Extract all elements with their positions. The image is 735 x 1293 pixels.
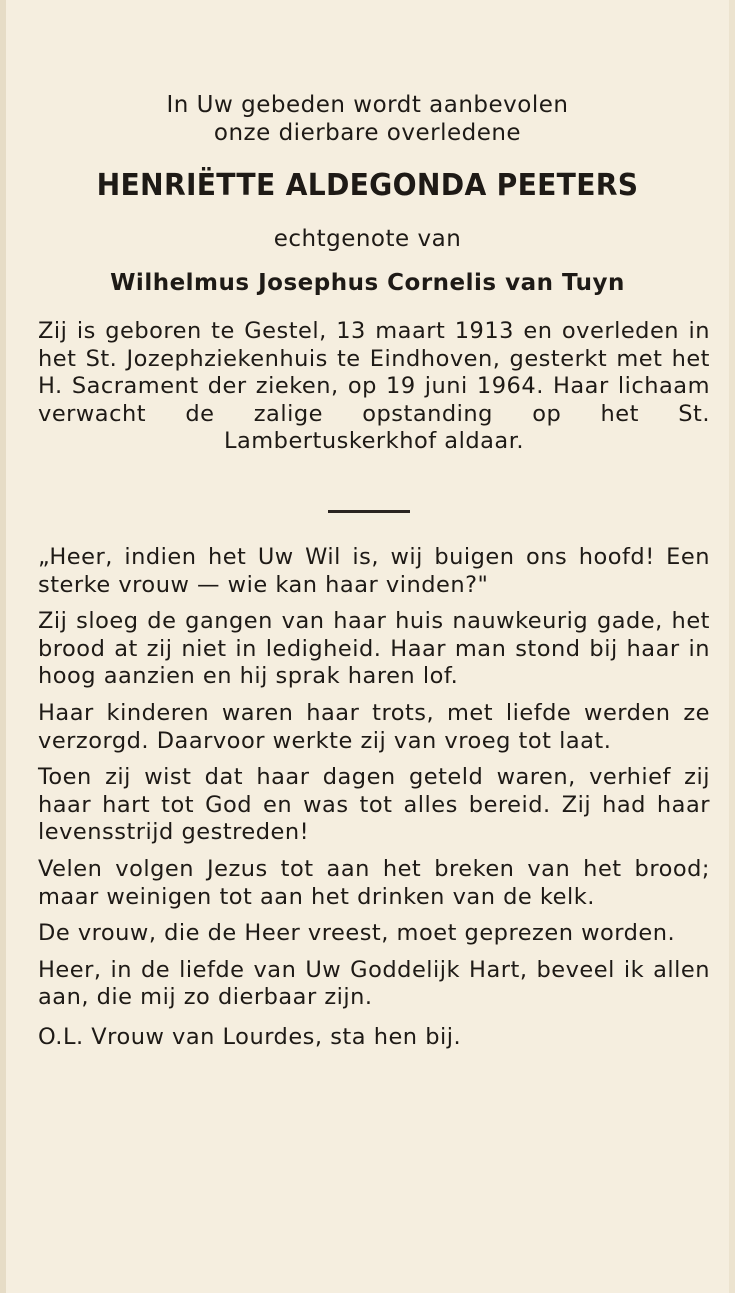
verse-7: Heer, in de liefde van Uw Goddelijk Hart, beveel ik allen aan, die mij zo dierbaar zijn. — [38, 956, 710, 1011]
verses — [38, 544, 710, 1061]
verse-3: Haar kinderen waren haar trots, met liefde werden ze verzorgd. Daarvoor werkte zij van vroeg tot laat. — [38, 699, 710, 754]
verse-1: „Heer, indien het Uw Wil is, wij buigen ons hoofd! Een sterke vrouw — wie kan haar vinden?" — [38, 544, 710, 598]
verse-2: Zij sloeg de gangen van haar huis nauwkeurig gade, het brood at zij niet in ledigheid. Haar man stond bij haar in hoog aanzien en hij sprak haren lof. — [38, 608, 710, 690]
spouse-label: echtgenote van — [273, 226, 462, 252]
intro-line-1: In Uw gebeden wordt aanbevolen — [166, 92, 569, 118]
verse-4: Toen zij wist dat haar dagen geteld waren, verhief zij haar hart tot God en was tot alles bereid. Zij had haar levensstrijd gestreden! — [38, 764, 710, 846]
closing-prayer: O.L. Vrouw van Lourdes, sta hen bij. — [38, 1023, 462, 1050]
deceased-name: HENRIËTTE ALDEGONDA PEETERS — [96, 168, 639, 203]
verse-6: De vrouw, die de Heer vreest, moet geprezen worden. — [38, 920, 676, 947]
intro-line-2: onze dierbare overledene — [213, 120, 522, 146]
spouse-name: Wilhelmus Josephus Cornelis van Tuyn — [110, 270, 625, 296]
biography: Zij is geboren te Gestel, 13 maart 1913 en overleden in het St. Jozephziekenhuis te Eindhoven, gesterkt met het H. Sacrament der zieken, op 19 juni 1964. Haar lichaam verwacht de zalige opstanding op het St. Lambertuskerkhof aldaar. — [38, 318, 710, 455]
verse-5: Velen volgen Jezus tot aan het breken van het brood; maar weinigen tot aan het drinken van de kelk. — [38, 855, 710, 910]
divider — [328, 510, 410, 513]
